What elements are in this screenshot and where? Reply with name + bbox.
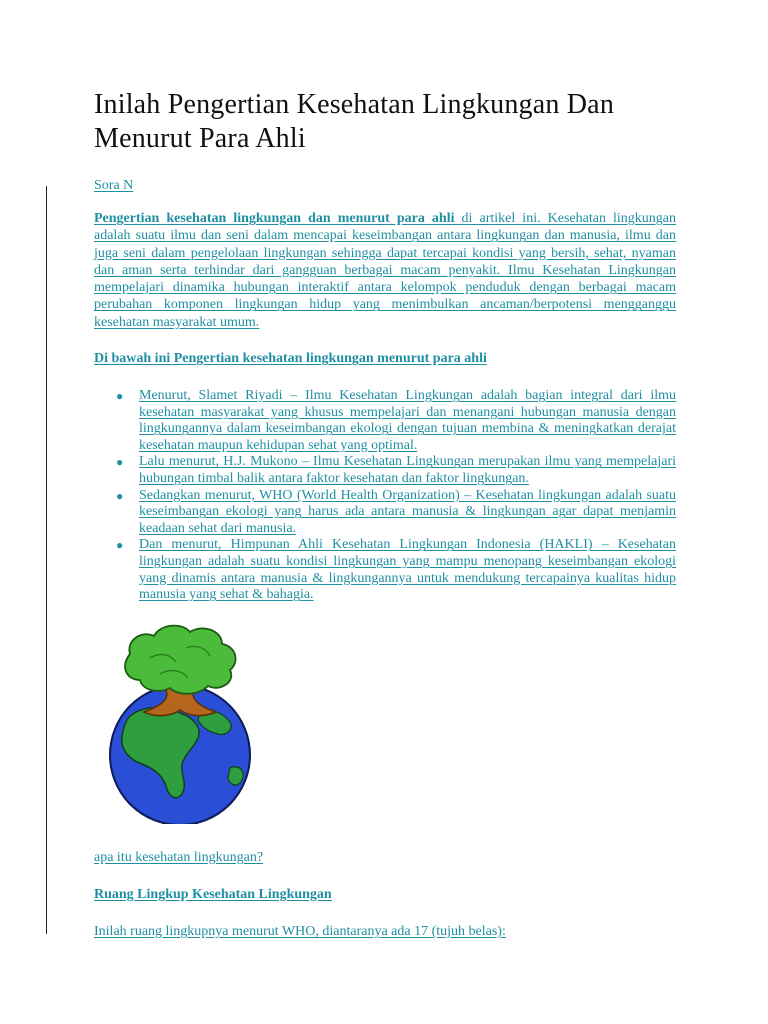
article-title: Inilah Pengertian Kesehatan Lingkungan Dan Menurut Para Ahli	[94, 89, 615, 154]
intro-link[interactable]	[94, 211, 676, 330]
list-item	[94, 454, 676, 487]
list-item	[94, 388, 676, 454]
article	[94, 88, 676, 941]
intro-text: di artikel ini. Kesehatan lingkungan adalah suatu ilmu dan seni dalam mencapai keseimbangan antara lingkungan dan manusia, ilmu dan juga seni dalam pengelolaan lingkungan sehingga dapat tercapai kondisi yang bersih, sehat, nyaman dan aman serta terhindar dari gangguan berbagai macam penyakit. Ilmu Kesehatan Lingkungan mempelajari dinamika hubungan interaktif antara kelompok penduduk dengan berbagai macam perubahan komponen lingkungan hidup yang menimbulkan ancaman/berpotensi mengganggu kesehatan masyarakat umum.	[94, 211, 676, 330]
intro-bold-text: Pengertian kesehatan lingkungan dan menurut para ahli	[94, 211, 455, 226]
bullet-icon: ●	[116, 488, 124, 503]
tree-on-globe-icon	[90, 618, 290, 824]
definition-link[interactable]: Dan menurut, Himpunan Ahli Kesehatan Lingkungan Indonesia (HAKLI) – Kesehatan lingkungan adalah suatu kondisi lingkungan yang mampu menopang keseimbangan ekologi yang dinamis antara manusia & lingkungannya untuk mendukung tercapainya kualitas hidup manusia yang sehat & bahagia.	[139, 537, 676, 603]
bullet-icon: ●	[116, 538, 124, 553]
definition-link[interactable]: Lalu menurut, H.J. Mukono – Ilmu Kesehatan Lingkungan merupakan ilmu yang mempelajari hubungan timbal balik antara faktor kesehatan dan faktor lingkungan.	[139, 454, 676, 487]
scope-lead	[94, 923, 676, 941]
author-link[interactable]: Sora N	[94, 178, 134, 193]
definitions-heading-link[interactable]: Di bawah ini Pengertian kesehatan lingkungan menurut para ahli	[94, 351, 487, 367]
definitions-heading	[94, 350, 676, 368]
question-line	[94, 849, 676, 867]
scope-heading	[94, 886, 676, 904]
question-link[interactable]: apa itu kesehatan lingkungan?	[94, 849, 264, 865]
definitions-list	[94, 388, 676, 604]
bullet-icon: ●	[116, 389, 124, 404]
list-item	[94, 488, 676, 538]
intro-paragraph	[94, 210, 676, 331]
author-line	[94, 177, 676, 195]
list-item	[94, 537, 676, 603]
definition-link[interactable]: Sedangkan menurut, WHO (World Health Organization) – Kesehatan lingkungan adalah suatu keseimbangan ekologi yang harus ada antara manusia & lingkungan agar dapat menjamin keadaan sehat dari manusia.	[139, 487, 676, 536]
page-margin-rule	[46, 186, 47, 934]
definition-link[interactable]: Menurut, Slamet Riyadi – Ilmu Kesehatan Lingkungan adalah bagian integral dari ilmu kesehatan masyarakat yang khusus mempelajari dan menangani hubungan manusia dengan lingkungannya dalam keseimbangan ekologi dengan tujuan membina & meningkatkan derajat kesehatan maupun kehidupan sehat yang optimal.	[139, 388, 676, 453]
scope-heading-link[interactable]: Ruang Lingkup Kesehatan Lingkungan	[94, 886, 332, 902]
bullet-icon: ●	[116, 455, 124, 470]
scope-lead-link[interactable]: Inilah ruang lingkupnya menurut WHO, diantaranya ada 17 (tujuh belas):	[94, 923, 506, 939]
